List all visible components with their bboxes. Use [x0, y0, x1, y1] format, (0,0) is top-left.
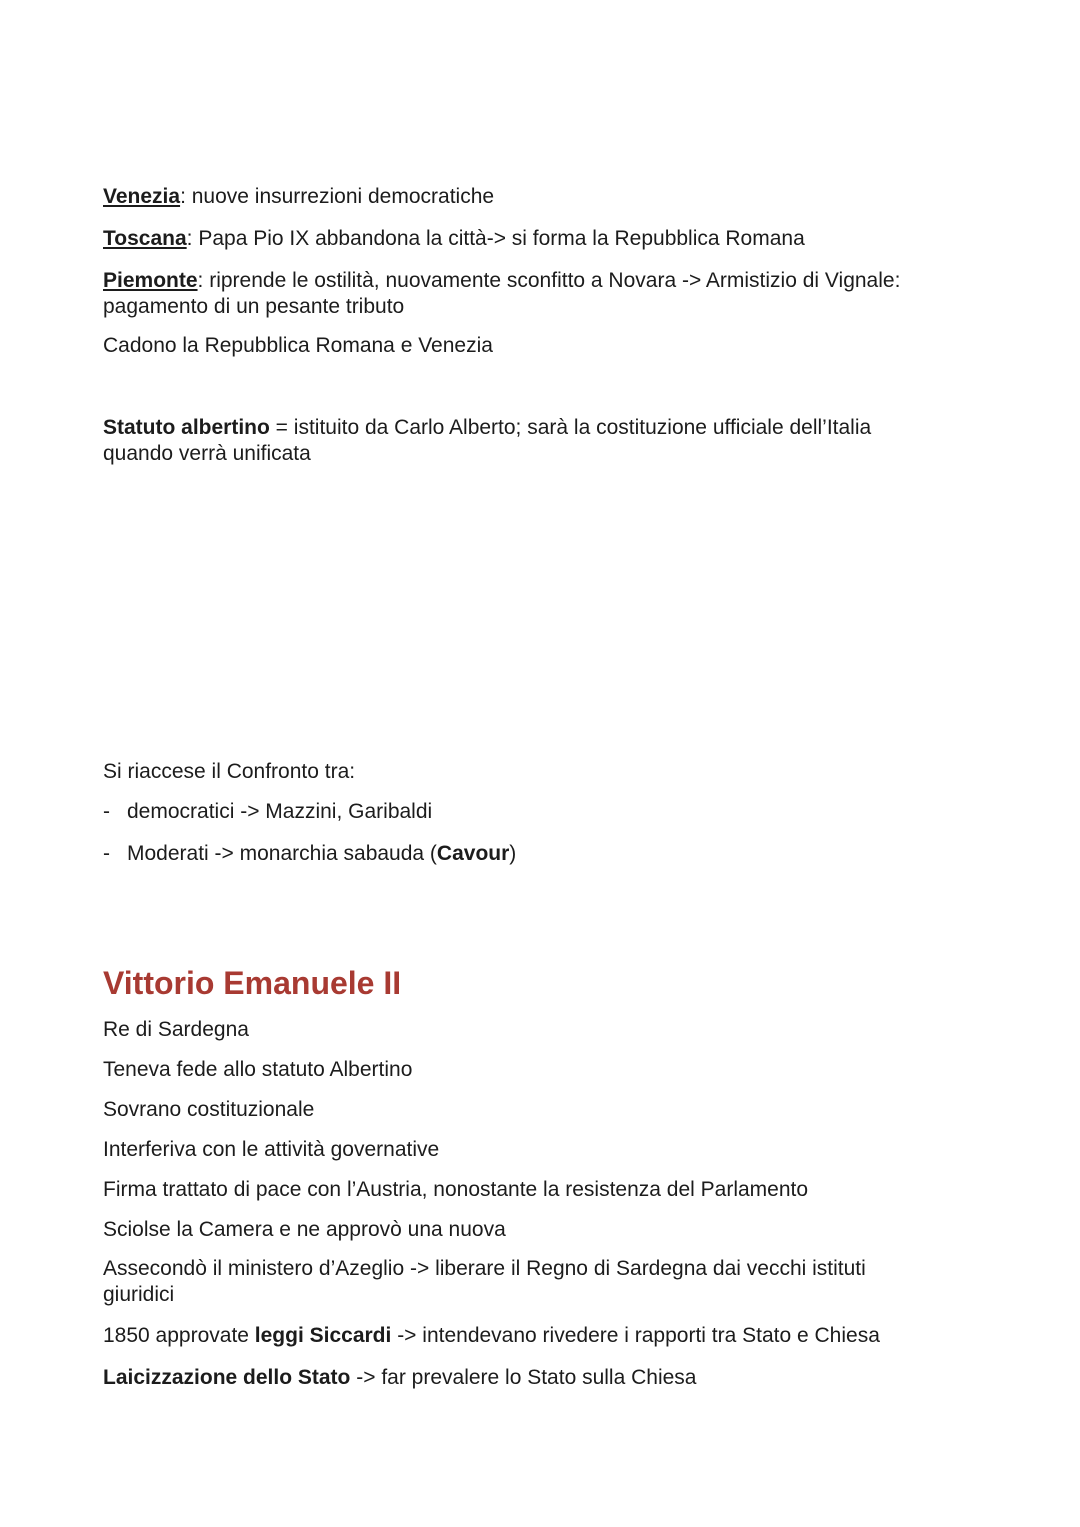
vittorio-line-9 — [103, 1365, 963, 1391]
siccardi-pre: 1850 approvate — [103, 1324, 255, 1347]
vittorio-line-8 — [103, 1323, 963, 1349]
moderati-close: ) — [509, 842, 517, 865]
section-heading: Vittorio Emanuele II — [103, 965, 402, 1001]
venezia-line — [103, 184, 963, 210]
vittorio-line-4: Interferiva con le attività governative — [103, 1138, 440, 1161]
laicizzazione-post: -> far prevalere lo Stato sulla Chiesa — [350, 1366, 697, 1389]
confronto-intro: Si riaccese il Confronto tra: — [103, 760, 356, 783]
statuto-text: = istituito da Carlo Alberto; sarà la costituzione ufficiale dell’Italia quando verrà unificata — [103, 416, 872, 465]
vittorio-line-1: Re di Sardegna — [103, 1018, 249, 1041]
moderati-text: Moderati -> monarchia sabauda ( — [127, 842, 437, 865]
venezia-term: Venezia — [103, 185, 181, 208]
cavour-term: Cavour — [436, 842, 510, 865]
toscana-text: : Papa Pio IX abbandona la città-> si forma la Repubblica Romana — [186, 227, 805, 250]
laicizzazione-term: Laicizzazione dello Stato — [103, 1366, 351, 1389]
vittorio-line-3: Sovrano costituzionale — [103, 1098, 315, 1121]
vittorio-line-6: Sciolse la Camera e ne approvò una nuova — [103, 1218, 506, 1241]
list-dash: - — [103, 842, 110, 865]
list-dash: - — [103, 800, 110, 823]
piemonte-text: : riprende le ostilità, nuovamente sconfitto a Novara -> Armistizio di Vignale: pagamento di un pesante tributo — [103, 269, 901, 318]
vittorio-line-2: Teneva fede allo statuto Albertino — [103, 1058, 413, 1081]
piemonte-term: Piemonte — [103, 269, 198, 292]
statuto-term: Statuto albertino — [103, 416, 270, 439]
list-item-moderati — [127, 841, 516, 867]
vittorio-line-7: Assecondò il ministero d’Azeglio -> liberare il Regno di Sardegna dai vecchi istituti giuridici — [103, 1257, 866, 1306]
toscana-line — [103, 226, 963, 252]
siccardi-term: leggi Siccardi — [254, 1324, 392, 1347]
toscana-term: Toscana — [103, 227, 187, 250]
cadono-line: Cadono la Repubblica Romana e Venezia — [103, 334, 493, 357]
venezia-text: : nuove insurrezioni democratiche — [180, 185, 495, 208]
siccardi-post: -> intendevano rivedere i rapporti tra Stato e Chiesa — [391, 1324, 880, 1347]
statuto-line — [103, 415, 923, 467]
list-item-democratici: democratici -> Mazzini, Garibaldi — [127, 800, 433, 823]
piemonte-line — [103, 268, 953, 320]
vittorio-line-5: Firma trattato di pace con l’Austria, nonostante la resistenza del Parlamento — [103, 1178, 809, 1201]
